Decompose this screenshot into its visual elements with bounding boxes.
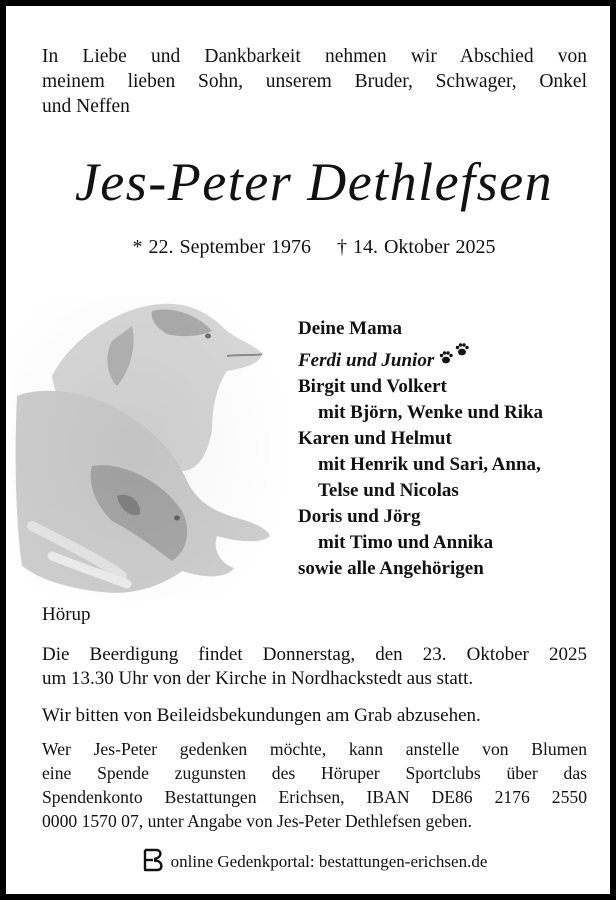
family-list	[298, 316, 543, 582]
donation-line: eine Spende zugunsten des Höruper Sportclubs über das	[42, 763, 587, 783]
family-line-pets	[298, 342, 543, 374]
deceased-name: Jes-Peter Dethlefsen	[74, 152, 554, 212]
dogs-photo	[12, 296, 282, 601]
family-line: Telse und Nicolas	[318, 480, 459, 501]
donation-line: Spendenkonto Bestattungen Erichsen, IBAN DE86 2176 2550	[42, 787, 587, 807]
family-line: Karen und Helmut	[298, 428, 452, 449]
donation-line: Wer Jes-Peter gedenken möchte, kann anstelle von Blumen	[42, 739, 587, 759]
erichsen-logo-icon	[141, 848, 165, 872]
funeral-line: um 13.30 Uhr von der Kirche in Nordhackstedt aus statt.	[42, 668, 474, 689]
family-line: mit Henrik und Sari, Anna,	[318, 454, 541, 475]
family-line: Ferdi und Junior	[298, 350, 435, 371]
funeral-line: Die Beerdigung findet Donnerstag, den 23. Oktober 2025	[42, 644, 587, 665]
funeral-info	[42, 643, 587, 691]
footer	[6, 848, 616, 874]
family-line: mit Timo und Annika	[318, 532, 494, 553]
intro-line: meinem lieben Sohn, unserem Bruder, Schwager, Onkel	[42, 71, 587, 92]
family-line: Doris und Jörg	[298, 506, 421, 527]
intro-text	[42, 44, 587, 119]
family-line: sowie alle Angehörigen	[298, 558, 484, 579]
condolence-note: Wir bitten von Beileidsbekundungen am Grab abzusehen.	[42, 705, 481, 726]
donation-info	[42, 737, 587, 833]
footer-text: online Gedenkportal: bestattungen-erichsen.de	[170, 852, 488, 871]
death-date: † 14. Oktober 2025	[336, 236, 496, 258]
family-line: Deine Mama	[298, 318, 402, 339]
paw-prints-icon	[438, 342, 472, 368]
family-line: mit Björn, Wenke und Rika	[318, 402, 544, 423]
life-dates	[6, 234, 616, 260]
place: Hörup	[42, 604, 91, 625]
family-line: Birgit und Volkert	[298, 376, 447, 397]
birth-date: * 22. September 1976	[132, 236, 311, 258]
intro-line: In Liebe und Dankbarkeit nehmen wir Abschied von	[42, 46, 587, 67]
donation-line: 0000 1570 07, unter Angabe von Jes-Peter Dethlefsen geben.	[42, 811, 472, 831]
intro-line: und Neffen	[42, 96, 130, 117]
